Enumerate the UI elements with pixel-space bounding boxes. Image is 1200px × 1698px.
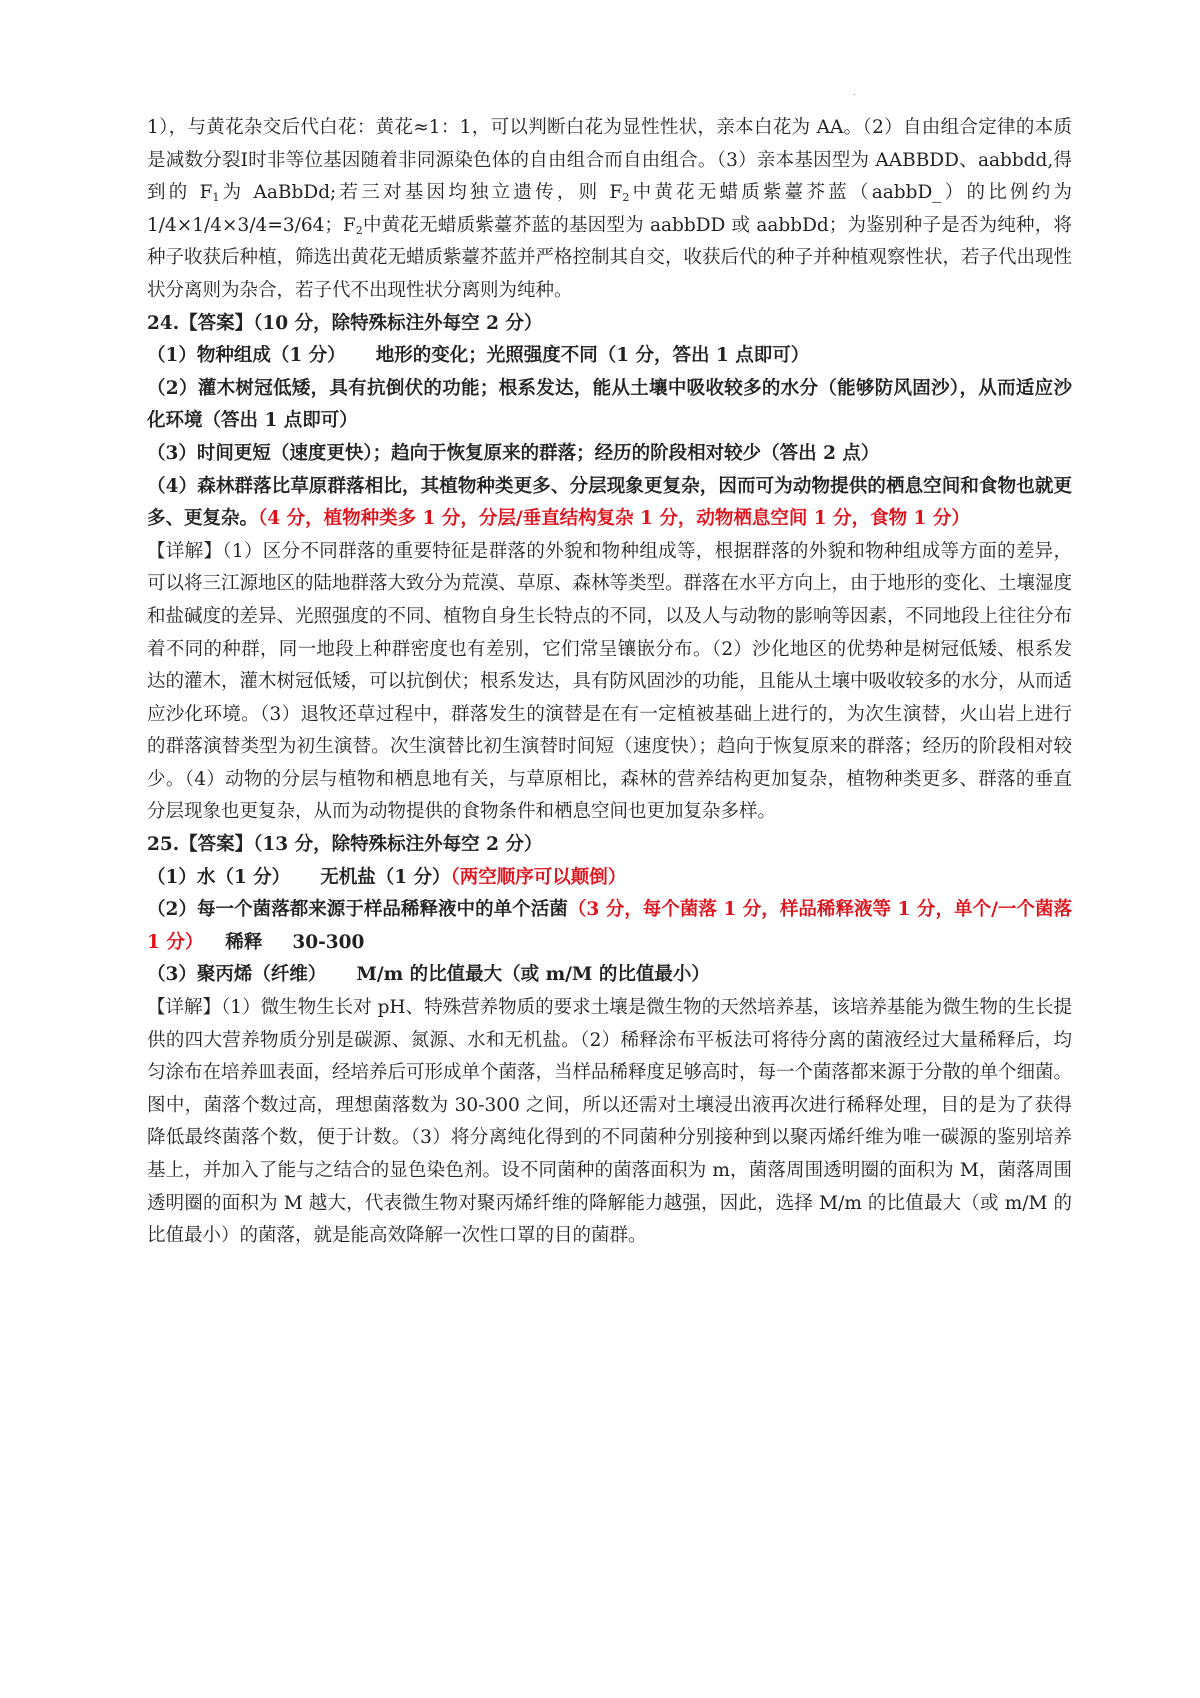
q25-answer-3a: （3）聚丙烯（纤维） xyxy=(147,964,327,986)
q23-text-part4: 中黄花无蜡质紫薹芥蓝的基因型为 aabbDD 或 aabbDd；为鉴别种子是否为纯种，将种子收获后种植，筛选出黄花无蜡质紫薹芥蓝并严格控制其自交，收获后代的种子并种植观察性状，若子代出现性状分离则为杂合，若子代不出现性状分离则为纯种。 xyxy=(147,214,1073,301)
q25-answer-1 xyxy=(147,862,1072,895)
q24-answer-4-text: （4）森林群落比草原群落相比，其植物种类更多、分层现象更复杂，因而可为动物提供的栖息空间和食物也就更多、更复杂。 xyxy=(147,475,1072,530)
q25-answer-1b: 无机盐（1 分） xyxy=(320,866,451,888)
q24-answer-header: 24.【答案】（10 分，除特殊标注外每空 2 分） xyxy=(147,312,543,334)
subscript-f1: 1 xyxy=(212,191,220,205)
q23-explanation-tail xyxy=(147,112,1072,308)
q23-text-part2: 为 AaBbDd;若三对基因均独立遗传，则 F xyxy=(219,182,623,204)
subscript-f2-second: 2 xyxy=(355,223,363,237)
q23-text-part1: 1），与黄花杂交后代白花：黄花≈1：1，可以判断白花为显性性状，亲本白花为 AA。（2）自由组合定律的本质是减数分裂Ⅰ时非等位基因随着非同源染色体的自由组合而自由组合。（3）亲本基因型为 AABBDD、aabbdd,得到的 F xyxy=(147,117,1072,204)
q24-answer-1b: 地形的变化；光照强度不同（1 分，答出 1 点即可） xyxy=(375,345,810,367)
header-mark: . xyxy=(853,88,856,97)
q25-answer-2c: 30-300 xyxy=(292,931,365,953)
q24-detail: 【详解】（1）区分不同群落的重要特征是群落的外貌和物种组成等，根据群落的外貌和物种组成等方面的差异，可以将三江源地区的陆地群落大致分为荒漠、草原、森林等类型。群落在水平方向上，由于地形的变化、土壤湿度和盐碱度的差异、光照强度的不同、植物自身生长特点的不同，以及人与动物的影响等因素，不同地段上往往分布着不同的种群，同一地段上种群密度也有差别，它们常呈镶嵌分布。（2）沙化地区的优势种是树冠低矮、根系发达的灌木，灌木树冠低矮，可以抗倒伏；根系发达，具有防风固沙的功能，且能从土壤中吸收较多的水分，从而适应沙化环境。（3）退牧还草过程中，群落发生的演替是在有一定植被基础上进行的，为次生演替，火山岩上进行的群落演替类型为初生演替。次生演替比初生演替时间短（速度快）；趋向于恢复原来的群落；经历的阶段相对较少。（4）动物的分层与植物和栖息地有关，与草原相比，森林的营养结构更加复杂，植物种类更多、群落的垂直分层现象也更复杂，从而为动物提供的食物条件和栖息空间也更加复杂多样。 xyxy=(147,540,1073,823)
q24-answer-2: （2）灌木树冠低矮，具有抗倒伏的功能；根系发达，能从土壤中吸收较多的水分（能够防风固沙），从而适应沙化环境（答出 1 点即可） xyxy=(147,377,1072,432)
subscript-f2: 2 xyxy=(622,191,630,205)
q25-answer-3 xyxy=(147,959,1072,992)
q25-answer-2-scoring-note: （3 分，每个菌落 1 分，样品稀释液等 1 分，单个/一个菌落 1 分） xyxy=(147,899,1072,953)
q24-answer-1 xyxy=(147,340,1072,373)
q24-answer-3: （3）时间更短（速度更快）；趋向于恢复原来的群落；经历的阶段相对较少（答出 2 点） xyxy=(147,442,880,464)
q25-answer-2 xyxy=(147,894,1072,959)
q25-answer-3b: M/m 的比值最大（或 m/M 的比值最小） xyxy=(356,964,710,986)
q24-answer-1a: （1）物种组成（1 分） xyxy=(147,345,346,367)
q25-answer-2b: 稀释 xyxy=(225,931,263,953)
q25-answer-header: 25.【答案】（13 分，除特殊标注外每空 2 分） xyxy=(147,834,543,856)
q25-answer-2a: （2）每一个菌落都来源于样品稀释液中的单个活菌 xyxy=(147,899,568,921)
document-body xyxy=(147,112,1072,1253)
q24-answer-4 xyxy=(147,471,1072,536)
q25-answer-1a: （1）水（1 分） xyxy=(147,866,291,888)
q24-answer-4-scoring-note: （4 分，植物种类多 1 分，分层/垂直结构复杂 1 分，动物栖息空间 1 分，食物 1 分） xyxy=(258,508,970,530)
q25-detail: 【详解】（1）微生物生长对 pH、特殊营养物质的要求土壤是微生物的天然培养基，该培养基能为微生物的生长提供的四大营养物质分别是碳源、氮源、水和无机盐。（2）稀释涂布平板法可将待分离的菌液经过大量稀释后，均匀涂布在培养皿表面，经培养后可形成单个菌落，当样品稀释度足够高时，每一个菌落都来源于分散的单个细菌。图中，菌落个数过高，理想菌落数为 30-300 之间，所以还需对土壤浸出液再次进行稀释处理，目的是为了获得降低最终菌落个数，便于计数。（3）将分离纯化得到的不同菌种分别接种到以聚丙烯纤维为唯一碳源的鉴别培养基上，并加入了能与之结合的显色染色剂。设不同菌种的菌落面积为 m，菌落周围透明圈的面积为 M，菌落周围透明圈的面积为 M 越大，代表微生物对聚丙烯纤维的降解能力越强，因此，选择 M/m 的比值最大（或 m/M 的比值最小）的菌落，就是能高效降解一次性口罩的目的菌群。 xyxy=(147,997,1073,1247)
q25-answer-1-note: （两空顺序可以颠倒） xyxy=(450,866,627,888)
q23-text-part3: 中黄花无蜡质紫薹芥蓝（aabbD_）的比例约为 1/4×1/4×3/4=3/64；F xyxy=(147,182,1072,236)
